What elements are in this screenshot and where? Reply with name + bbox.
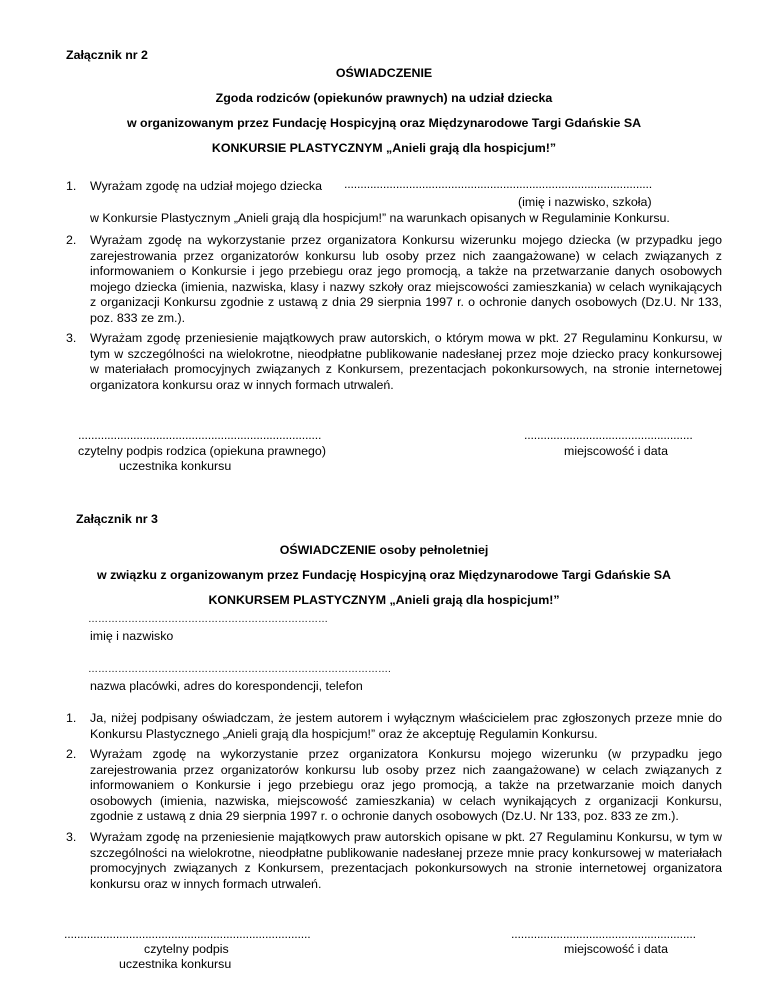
att3-signature-label-1: czytelny podpis — [144, 942, 229, 956]
attachment-3-subtitle-2: KONKURSEM PLASTYCZNYM „Anieli grają dla hospicjum!” — [208, 593, 560, 607]
attachment-2-title: OŚWIADCZENIE — [335, 66, 433, 80]
att2-parent-signature-label-1: czytelny podpis rodzica (opiekuna prawnego) — [78, 444, 326, 458]
att3-item-2-number: 2. — [66, 747, 77, 761]
att3-signature-field[interactable]: ............................................................................ — [64, 927, 311, 941]
att3-signature-label-2: uczestnika konkursu — [119, 957, 232, 971]
att2-item-2-number: 2. — [66, 233, 77, 247]
att3-address-field[interactable]: ………………………………………………………………………………. — [88, 664, 391, 675]
attachment-3-label: Załącznik nr 3 — [76, 512, 158, 526]
attachment-3-title: OŚWIADCZENIE osoby pełnoletniej — [279, 543, 489, 557]
att3-name-field[interactable]: ……………………………………………………………… — [88, 614, 328, 625]
att2-item-1-number: 1. — [66, 179, 77, 193]
att2-parent-signature-field[interactable]: ........................................................................... — [78, 428, 322, 442]
att3-item-2-text: Wyrażam zgodę na wykorzystanie przez organizatora Konkursu mojego wizerunku (w przypadku jego zarejestrowania przez organizatorów konkursu lub osoby przez nich zaangażowane) w celach związanych z informowaniem o Konkursie i jego przebiegu oraz jego promocją, a także na przetwarzanie moich danych osobowych (imienia, nazwiska, miejscowość zamieszkania) w celach wynikających z organizacji Konkursu, zgodnie z ustawą z dnia 29 sierpnia 1997 r. o ochronie danych osobowych (Dz.U. Nr 133, poz. 833 ze zm.). — [90, 747, 722, 823]
att2-item-1-text: Wyrażam zgodę na udział mojego dziecka — [90, 179, 322, 193]
att3-item-1-text: Ja, niżej podpisany oświadczam, że jestem autorem i wyłącznym właścicielem prac zgłoszonych przeze mnie do Konkursu Plastycznego „Anieli grają dla hospicjum!” oraz że akceptuję Regulamin Konkursu. — [90, 711, 722, 741]
att2-place-date-field[interactable]: .................................................... — [524, 428, 693, 442]
att2-child-name-field[interactable]: ............................................................................................... — [344, 177, 653, 191]
att3-name-label: imię i nazwisko — [90, 629, 174, 643]
attachment-2-label: Załącznik nr 2 — [66, 48, 148, 62]
attachment-2-subtitle-2: w organizowanym przez Fundację Hospicyjną oraz Międzynarodowe Targi Gdańskie SA — [126, 116, 642, 130]
attachment-2-subtitle-3: KONKURSIE PLASTYCZNYM „Anieli grają dla hospicjum!” — [211, 141, 557, 155]
att3-place-date-label: miejscowość i data — [564, 942, 668, 956]
att3-place-date-field[interactable]: ......................................................... — [511, 927, 696, 941]
attachment-3-subtitle-1: w związku z organizowanym przez Fundację Hospicyjną oraz Międzynarodowe Targi Gdańskie SA — [97, 568, 671, 582]
att2-item-3-text: Wyrażam zgodę przeniesienie majątkowych praw autorskich, o którym mowa w pkt. 27 Regulaminu Konkursu, w tym w szczególności na wielokrotne, nieodpłatne publikowanie nadesłanej przez moje dziecko pracy konkursowej w materiałach promocyjnych związanych z Konkursem, prezentacjach pokonkursowych, na stronie internetowej organizatora konkursu oraz w innych formach utrwaleń. — [90, 331, 722, 392]
att3-item-3-number: 3. — [66, 830, 77, 844]
att2-item-1-continuation: w Konkursie Plastycznym „Anieli grają dla hospicjum!” na warunkach opisanych w Regulaminie Konkursu. — [90, 211, 670, 225]
att3-address-label: nazwa placówki, adres do korespondencji, telefon — [90, 679, 363, 693]
att2-child-name-hint: (imię i nazwisko, szkoła) — [518, 195, 652, 209]
att2-place-date-label: miejscowość i data — [564, 444, 668, 458]
att2-item-2-text: Wyrażam zgodę na wykorzystanie przez organizatora Konkursu wizerunku mojego dziecka (w przypadku jego zarejestrowania przez organizatorów konkursu lub osoby przez nich zaangażowane) w celach związanych z informowaniem o Konkursie i jego przebiegu oraz jego promocją, a także na przetwarzanie danych osobowych mojego dziecka (imienia, nazwiska, klasy i nazwy szkoły oraz miejscowości zamieszkania) w celach wynikających z organizacji Konkursu zgodnie z ustawą z dnia 29 sierpnia 1997 r. o ochronie danych osobowych (Dz.U. Nr 133, poz. 833 ze zm.). — [90, 233, 722, 325]
att3-item-1-number: 1. — [66, 711, 77, 725]
attachment-2-subtitle-1: Zgoda rodziców (opiekunów prawnych) na udział dziecka — [215, 91, 553, 105]
att2-item-3-number: 3. — [66, 331, 77, 345]
att3-item-3-text: Wyrażam zgodę na przeniesienie majątkowych praw autorskich opisane w pkt. 27 Regulaminu Konkursu, w tym w szczególności na wielokrotne, nieodpłatne publikowanie nadesłanej przeze mnie pracy konkursowej w materiałach promocyjnych związanych z Konkursem, prezentacjach pokonkursowych na stronie internetowej organizatora konkursu oraz w innych formach utrwaleń. — [90, 830, 722, 891]
att2-parent-signature-label-2: uczestnika konkursu — [119, 459, 232, 473]
